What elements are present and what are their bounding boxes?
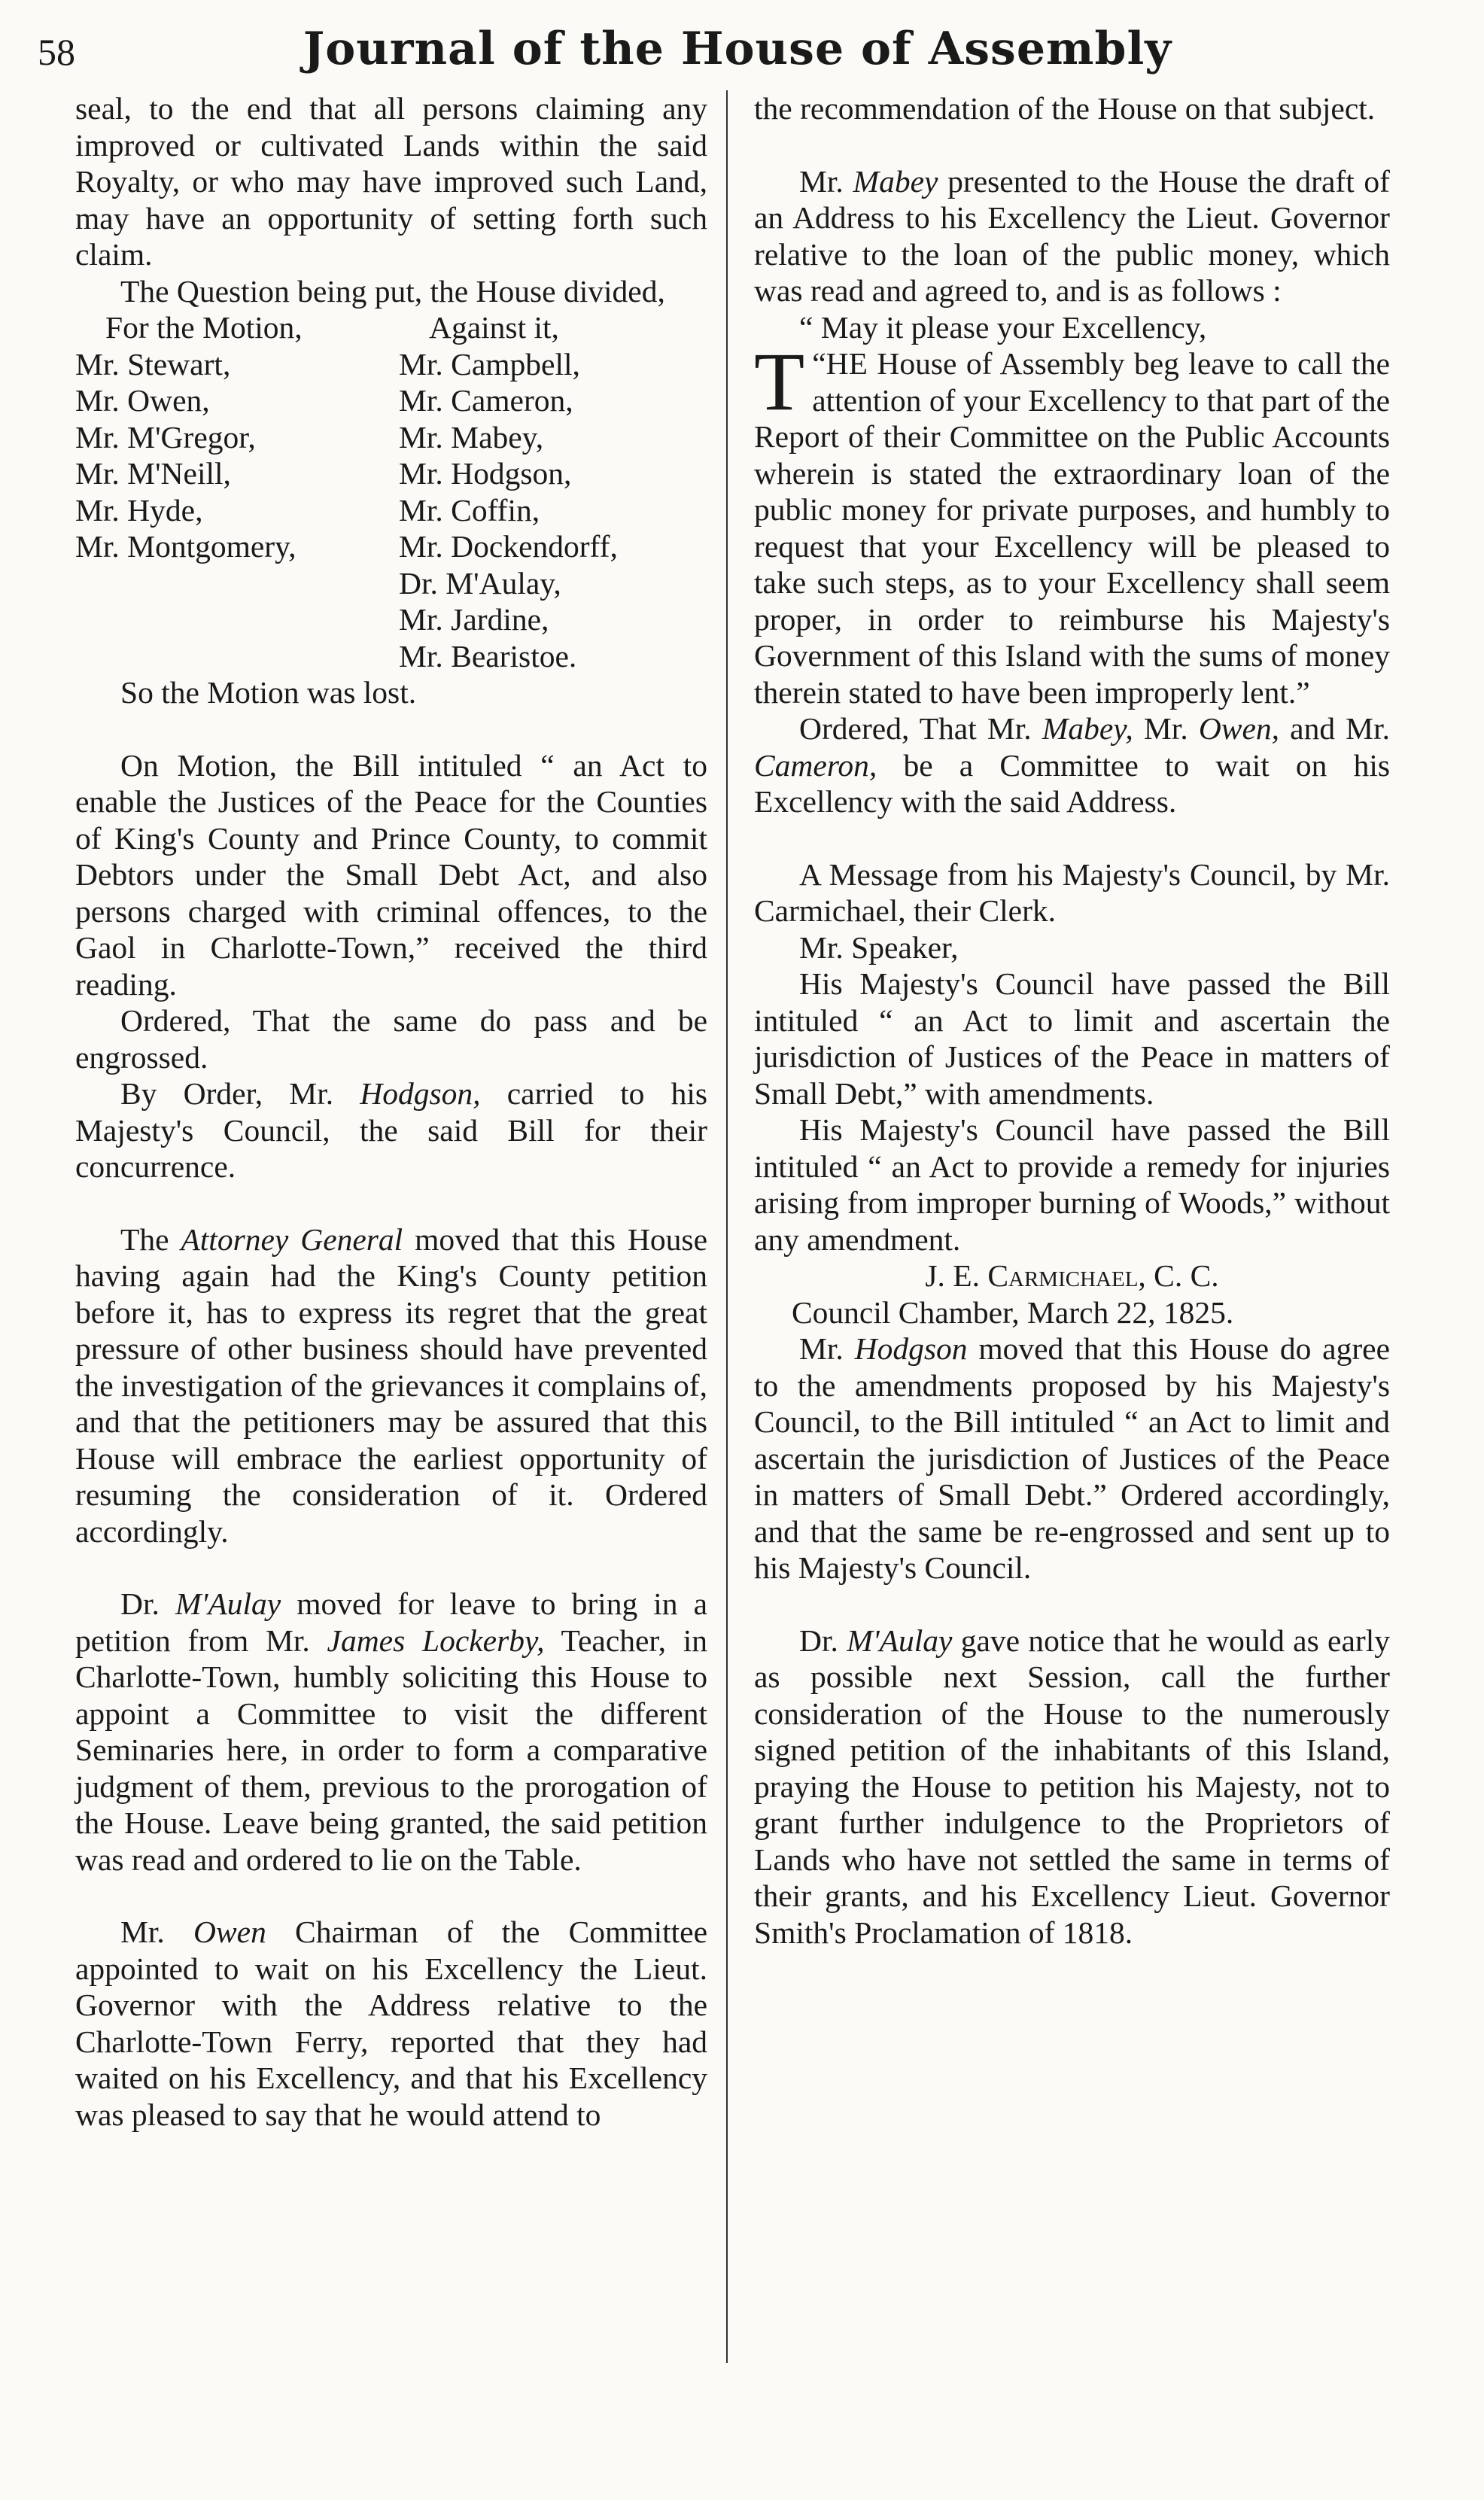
paragraph: The Attorney General moved that this House having again had the King's County petition before it, has to express its regret that the great pressure of other business should have prevented the investigation of the grievances it complains of, and that the petitioners may be assured that this House will embrace the earliest opportunity of resuming the consideration of it. Ordered accordingly. xyxy=(75,1221,707,1549)
member-against: Mr. Coffin, xyxy=(399,492,540,528)
page-number: 58 xyxy=(38,31,75,73)
member-for: Mr. Stewart, xyxy=(75,346,231,382)
clerk-signature: J. E. Carmichael, C. C. xyxy=(925,1258,1219,1293)
member-for: Mr. Montgomery, xyxy=(75,529,296,564)
paragraph: On Motion, the Bill intituled “ an Act to enable the Justices of the Peace for the Counties of King's County and Prince County, to commit Debtors under the Small Debt Act, and also persons charged with criminal offences, to the Gaol in Charlotte-Town,” received the third reading. xyxy=(75,747,707,1002)
member-against: Dr. M'Aulay, xyxy=(399,565,561,601)
member-against: Mr. Mabey, xyxy=(399,419,544,455)
member-name: M'Aulay xyxy=(847,1623,953,1658)
member-name: Mabey xyxy=(853,163,938,199)
member-name: Hodgson, xyxy=(360,1076,481,1111)
paragraph: Dr. M'Aulay moved for leave to bring in a petition from Mr. James Lockerby, Teacher, in Charlotte-Town, humbly soliciting this House to appoint a Committee to visit the different Seminaries here, in order to form a comparative judgment of them, previous to the prorogation of the House. Leave being granted, the said petition was read and ordered to lie on the Table. xyxy=(75,1586,708,1877)
member-name: Owen, xyxy=(1198,711,1280,746)
open-quote: “ xyxy=(812,346,826,381)
left-column xyxy=(75,90,707,2133)
paragraph: Mr. Owen Chairman of the Committee appointed to wait on his Excellency the Lieut. Governor with the Address relative to the Charlotte-Town Ferry, reported that they had waited on his Excellency, and that his Excellency was pleased to say that he would attend to xyxy=(75,1915,707,2132)
paragraph: A Message from his Majesty's Council, by Mr. Carmichael, their Clerk. xyxy=(754,856,1390,928)
member-for: Mr. M'Neill, xyxy=(75,456,231,491)
member-against: Mr. Campbell, xyxy=(399,346,580,382)
right-column xyxy=(754,90,1390,1951)
member-for: Mr. Hyde, xyxy=(75,492,203,528)
member-name: Owen xyxy=(193,1915,266,1949)
address-salutation: “ May it please your Excellency, xyxy=(799,309,1207,345)
member-against: Mr. Hodgson, xyxy=(399,456,572,491)
speaker-address: Mr. Speaker, xyxy=(799,929,959,965)
address-text: “ T HE House of Assembly beg leave to call the attention of your Excellency to that part of the Report of their Committee on the Public Accounts wherein is stated the extraordinary loan of the public money for private purposes, and humbly to request that your Excellency will be pleased to take such steps, as to your Excellency shall seem proper, in order to reimburse his Majesty's Government of this Island with the sums of money therein stated to have been improperly lent.” xyxy=(754,336,1390,710)
paragraph: Mr. Mabey presented to the House the draft of an Address to his Excellency the Lieut. Governor relative to the loan of the public money, which was read and agreed to, and is as follows : xyxy=(754,163,1390,308)
paragraph: The Question being put, the House divided, xyxy=(120,273,665,309)
member-against: Mr. Bearistoe. xyxy=(399,638,577,674)
member-against: Mr. Dockendorff, xyxy=(399,529,618,564)
member-for: Mr. M'Gregor, xyxy=(75,419,256,455)
dateline: Council Chamber, March 22, 1825. xyxy=(792,1294,1234,1330)
paragraph: seal, to the end that all persons claiming any improved or cultivated Lands within the said Royalty, or who may have improved such Land, may have an opportunity of setting forth such claim. xyxy=(75,91,707,272)
paragraph: Dr. M'Aulay gave notice that he would as early as possible next Session, call the further consideration of the House to the numerously signed petition of the inhabitants of this Island, praying the House to petition his Majesty, not to grant further indulgence to the Proprietors of Lands who have not settled the same in terms of their grants, and his Excellency Lieut. Governor Smith's Proclamation of 1818. xyxy=(754,1623,1390,1950)
for-heading: For the Motion, xyxy=(105,310,303,345)
member-for: Mr. Owen, xyxy=(75,383,210,418)
running-title: Journal of the House of Assembly xyxy=(303,23,1172,75)
member-name: M'Aulay xyxy=(175,1586,281,1621)
member-against: Mr. Cameron, xyxy=(399,383,573,418)
page-header xyxy=(38,23,1437,90)
member-against: Mr. Jardine, xyxy=(399,602,549,637)
paragraph: the recommendation of the House on that subject. xyxy=(754,91,1376,126)
paragraph: Ordered, That Mr. Mabey, Mr. Owen, and Mr. Cameron, be a Committee to wait on his Excellency with the said Address. xyxy=(754,711,1390,819)
member-name: Attorney General xyxy=(181,1221,403,1257)
paragraph: Mr. Hodgson moved that this House do agree to the amendments proposed by his Majesty's Council, to the Bill intituled “ an Act to limit and ascertain the jurisdiction of Justices of the Peace in matters of Small Debt.” Ordered accordingly, and that the same be re-engrossed and sent up to his Majesty's Council. xyxy=(754,1331,1390,1585)
against-column xyxy=(384,309,707,674)
drop-cap: T xyxy=(754,336,805,427)
member-name: James Lockerby, xyxy=(327,1623,545,1658)
paragraph: By Order, Mr. Hodgson, carried to his Majesty's Council, the said Bill for their concurrence. xyxy=(75,1076,707,1184)
division-list xyxy=(75,309,707,674)
paragraph: So the Motion was lost. xyxy=(120,675,417,710)
member-name: Mabey, xyxy=(1042,711,1133,746)
paragraph: His Majesty's Council have passed the Bill intituled “ an Act to limit and ascertain the jurisdiction of Justices of the Peace in matters of Small Debt,” with amendments. xyxy=(754,966,1390,1111)
paragraph: Ordered, That the same do pass and be engrossed. xyxy=(75,1003,707,1075)
paragraph: His Majesty's Council have passed the Bill intituled “ an Act to provide a remedy for injuries arising from improper burning of Woods,” without any amendment. xyxy=(754,1112,1390,1257)
member-name: Cameron, xyxy=(754,747,877,783)
against-heading: Against it, xyxy=(429,310,559,345)
for-column xyxy=(75,309,384,674)
member-name: Hodgson xyxy=(854,1331,968,1366)
column-divider xyxy=(726,90,728,2363)
